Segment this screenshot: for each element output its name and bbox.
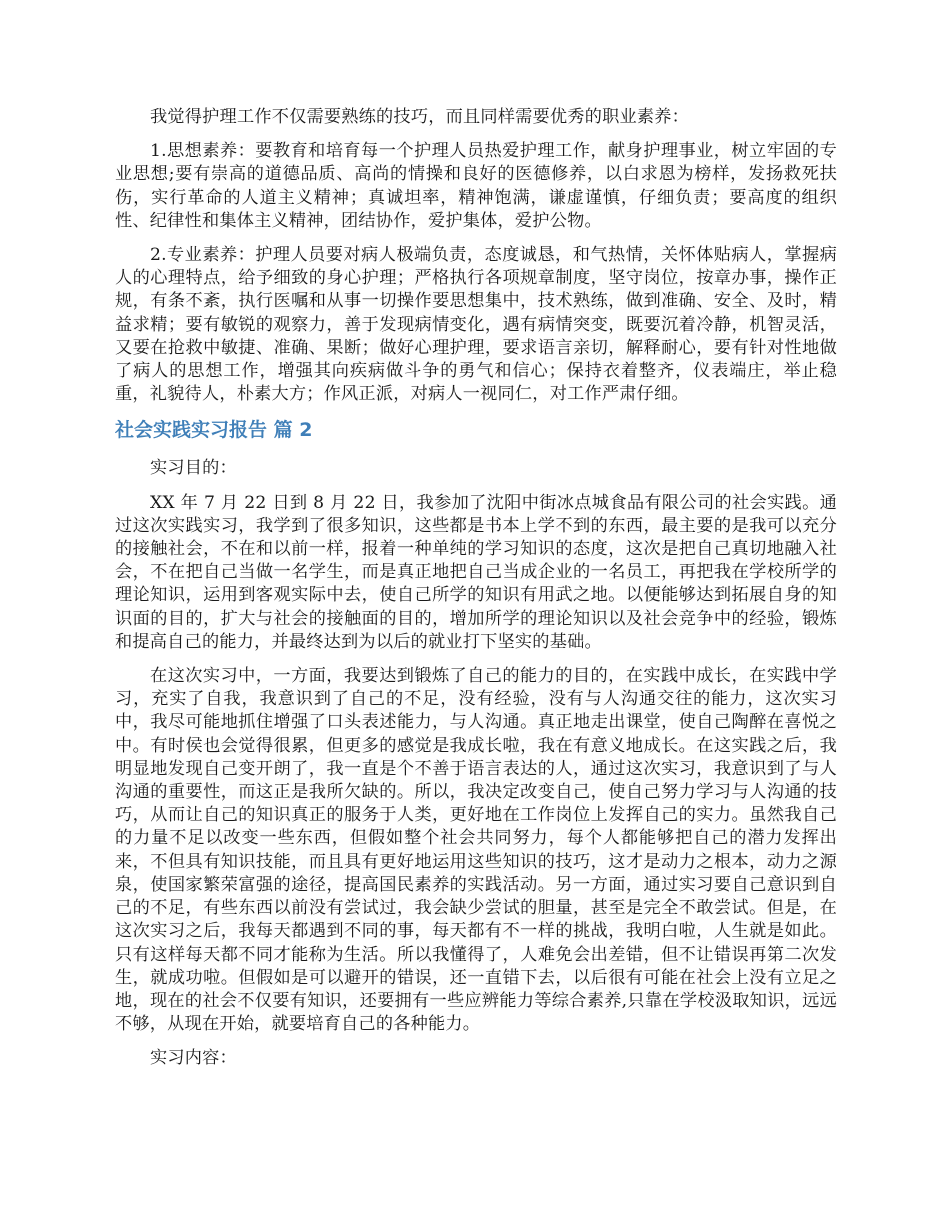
paragraph-professional-quality: 2.专业素养：护理人员要对病人极端负责，态度诚恳，和气热情，关怀体贴病人，掌握病人的心理特点，给予细致的身心护理；严格执行各项规章制度，坚守岗位，按章办事，操作正规，有条不紊，执行医嘱和从事一切操作要思想集中，技术熟练，做到准确、安全、及时，精益求精；要有敏锐的观察力，善于发现病情变化，遇有病情突变，既要沉着冷静，机智灵活，又要在抢救中敏捷、准确、果断；做好心理护理，要求语言亲切，解释耐心，要有针对性地做了病人的思想工作，增强其向疾病做斗争的勇气和信心；保持衣着整齐，仪表端庄，举止稳重，礼貌待人，朴素大方；作风正派，对病人一视同仁，对工作严肃仔细。	[115, 245, 837, 405]
paragraph-ideological-quality: 1.思想素养：要教育和培育每一个护理人员热爱护理工作，献身护理事业，树立牢固的专业思想;要有崇高的道德品质、高尚的情操和良好的医德修养，以白求恩为榜样，发扬救死扶伤，实行革命的人道主义精神；真诚坦率，精神饱满，谦虚谨慎，仔细负责；要高度的组织性、纪律性和集体主义精神，团结协作，爱护集体，爱护公物。	[115, 141, 837, 231]
paragraph-intro: 我觉得护理工作不仅需要熟练的技巧，而且同样需要优秀的职业素养：	[150, 107, 690, 127]
paragraph-internship-reflection: 在这次实习中，一方面，我要达到锻炼了自己的能力的目的，在实践中成长，在实践中学习，充实了自我，我意识到了自己的不足，没有经验，没有与人沟通交往的能力，这次实习中，我尽可能地抓住增强了口头表述能力，与人沟通。真正地走出课堂，使自己陶醉在喜悦之中。有时侯也会觉得很累，但更多的感觉是我成长啦，我在有意义地成长。在这实践之后，我明显地发现自己变开朗了，我一直是个不善于语言表达的人，通过这次实习，我意识到了与人沟通的重要性，而这正是我所欠缺的。所以，我决定改变自己，使自己努力学习与人沟通的技巧，从而让自己的知识真正的服务于人类，更好地在工作岗位上发挥自己的实力。虽然我自己的力量不足以改变一些东西，但假如整个社会共同努力，每个人都能够把自己的潜力发挥出来，不但具有知识技能，而且具有更好地运用这些知识的技巧，这才是动力之根本，动力之源泉，使国家繁荣富强的途径，提高国民素养的实践活动。另一方面，通过实习要自己意识到自己的不足，有些东西以前没有尝试过，我会缺少尝试的胆量，甚至是完全不敢尝试。但是，在这次实习之后，我每天都遇到不同的事，每天都有不一样的挑战，我明白啦，人生就是如此。只有这样每天都不同才能称为生活。所以我懂得了，人难免会出差错，但不让错误再第二次发生，就成功啦。但假如是可以避开的错误，还一直错下去，以后很有可能在社会上没有立足之地，现在的社会不仅要有知识，还要拥有一些应辨能力等综合素养,只靠在学校汲取知识，远远不够，从现在开始，就要培育自己的各种能力。	[115, 666, 837, 1035]
section-heading: 社会实践实习报告 篇 2	[115, 419, 313, 442]
paragraph-internship-overview: XX 年 7 月 22 日到 8 月 22 日，我参加了沈阳中街冰点城食品有限公司的社会实践。通过这次实践实习，我学到了很多知识，这些都是书本上学不到的东西，最主要的是我可以充分的接触社会，不在和以前一样，报着一种单纯的学习知识的态度，这次是把自己真切地融入社会，不在把自己当做一名学生，而是真正地把自己当成企业的一名员工，再把我在学校所学的理论知识，运用到客观实际中去，使自己所学的知识有用武之地。以便能够达到拓展自身的知识面的目的，扩大与社会的接触面的目的，增加所学的理论知识以及社会竞争中的经验，锻炼和提高自己的能力，并最终达到为以后的就业打下坚实的基础。	[115, 492, 837, 652]
document-page	[115, 106, 837, 1082]
paragraph-purpose-label: 实习目的：	[150, 458, 237, 479]
paragraph-content-label: 实习内容：	[150, 1048, 237, 1069]
